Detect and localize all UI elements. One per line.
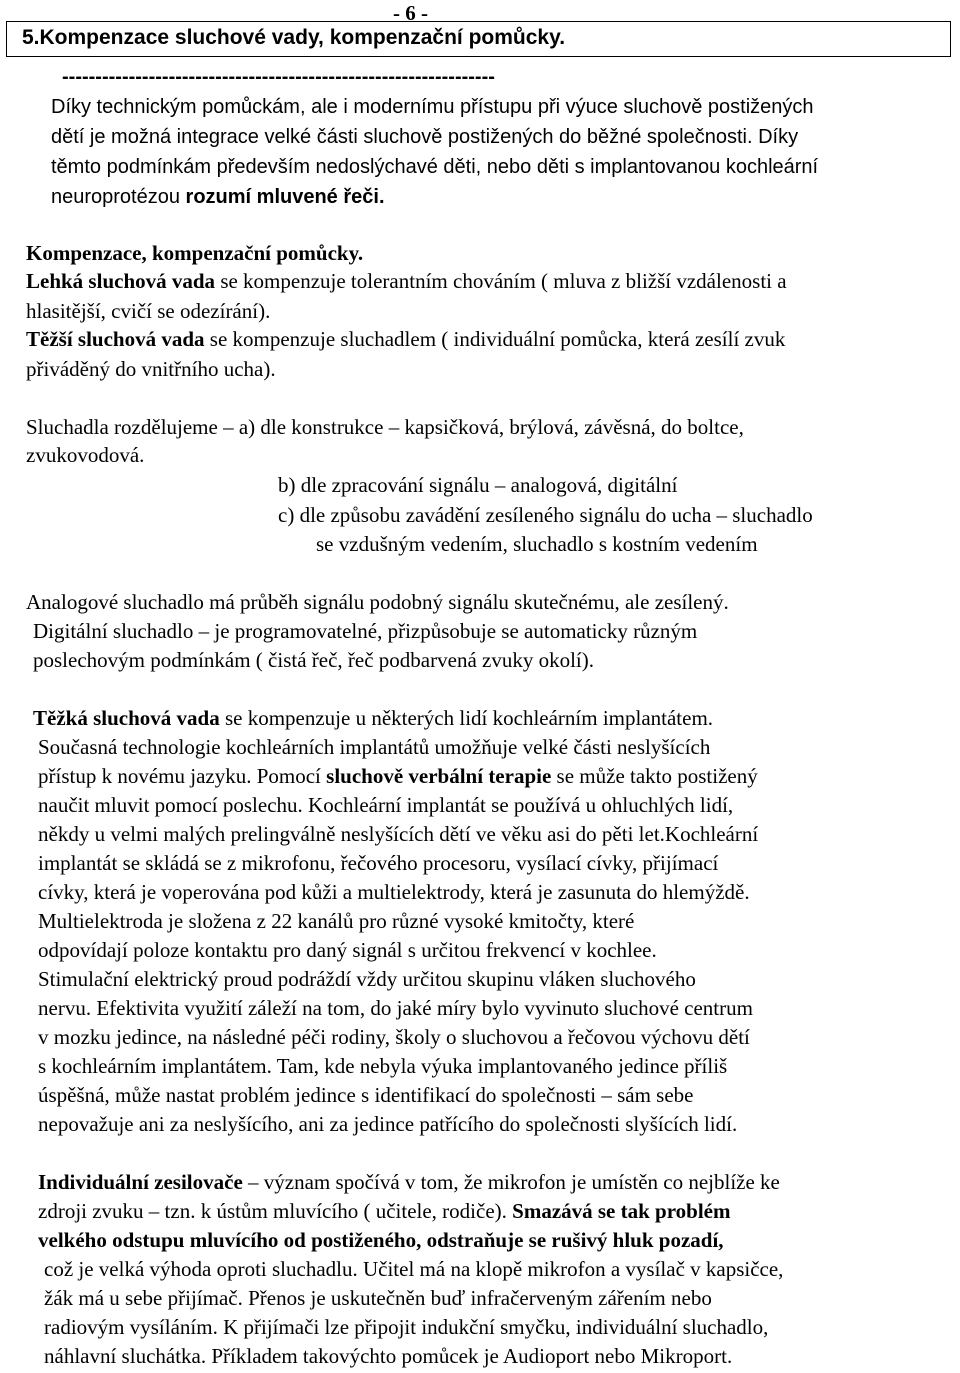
heavier-line-1 [26, 326, 785, 352]
individual-line-5: žák má u sebe přijímač. Přenos je uskutečněn buď infračerveným zářením nebo [44, 1286, 712, 1310]
individual-line-2a: zdroji zvuku – tzn. k ústům mluvícího ( učitele, rodiče). [38, 1199, 513, 1223]
severe-line-11: nervu. Efektivita využití záleží na tom, do jaké míry bylo vyvinuto sluchové centrum [38, 996, 753, 1020]
severe-line-2: Současná technologie kochleárních implantátů umožňuje velké části neslyšících [38, 735, 711, 759]
severe-line-10: Stimulační elektrický proud podráždí vždy určitou skupinu vláken sluchového [38, 967, 696, 991]
division-b: b) dle zpracování signálu – analogová, digitální [278, 473, 678, 497]
division-line-2: zvukovodová. [26, 443, 145, 467]
intro-emphasis: rozumí mluvené řeči. [185, 186, 385, 208]
heavier-line-2: přiváděný do vnitřního ucha). [26, 357, 276, 381]
severe-text: se kompenzuje u některých lidí kochleárním implantátem. [219, 706, 714, 730]
severe-line-13: s kochleárním implantátem. Tam, kde nebyla výuka implantovaného jedince příliš [38, 1054, 728, 1078]
division-c-1: c) dle způsobu zavádění zesíleného signálu do ucha – sluchadlo [278, 503, 813, 527]
individual-line-6: radiovým vysíláním. K přijímači lze připojit indukční smyčku, individuální sluchadlo, [44, 1315, 769, 1339]
individual-line-3: velkého odstupu mluvícího od postiženého, odstraňuje se rušivý hluk pozadí, [38, 1228, 724, 1252]
individual-line-4: což je velká výhoda oproti sluchadlu. Učitel má na klopě mikrofon a vysílač v kapsičce, [44, 1257, 784, 1281]
subheading: Kompenzace, kompenzační pomůcky. [26, 241, 364, 265]
light-line-1 [26, 268, 787, 294]
individual-line-7: náhlavní sluchátka. Příkladem takovýchto pomůcek je Audioport nebo Mikroport. [44, 1344, 733, 1368]
severe-line-3 [38, 763, 758, 789]
separator-line: ----------------------------------------------------------------- [62, 66, 495, 88]
severe-line-12: v mozku jedince, na následné péči rodiny, školy o sluchovou a řečovou výchovu dětí [38, 1025, 750, 1049]
severe-line-9: odpovídají poloze kontaktu pro daný signál s určitou frekvencí v kochlee. [38, 938, 657, 962]
light-bold: Lehká sluchová vada [26, 269, 216, 293]
severe-line-4: naučit mluvit pomocí poslechu. Kochleární implantát se používá u ohluchlých lidí, [38, 793, 734, 817]
individual-line-2 [38, 1198, 731, 1224]
light-text: se kompenzuje tolerantním chováním ( mluva z bližší vzdálenosti a [215, 269, 787, 293]
analog-line: Analogové sluchadlo má průběh signálu podobný signálu skutečnému, ale zesílený. [26, 590, 729, 614]
severe-line-3c: se může takto postižený [551, 764, 758, 788]
intro-line-2: dětí je možná integrace velké části sluchově postižených do běžné společnosti. Díky [51, 126, 799, 148]
severe-line-8: Multielektroda je složena z 22 kanálů pro různé vysoké kmitočty, které [38, 909, 635, 933]
individual-emphasis: Smazává se tak problém [512, 1199, 731, 1223]
individual-text: – význam spočívá v tom, že mikrofon je umístěn co nejblíže ke [242, 1170, 780, 1194]
light-line-2: hlasitější, cvičí se odezírání). [26, 299, 271, 323]
severe-line-6: implantát se skládá se z mikrofonu, řečového procesoru, vysílací cívky, přijímací [38, 851, 719, 875]
division-line-1: Sluchadla rozdělujeme – a) dle konstrukce – kapsičková, brýlová, závěsná, do boltce, [26, 415, 744, 439]
intro-line-4-text: neuroprotézou [51, 186, 180, 208]
section-title-box [6, 21, 951, 57]
severe-line-14: úspěšná, může nastat problém jedince s identifikací do společnosti – sám sebe [38, 1083, 694, 1107]
severe-line-7: cívky, která je voperována pod kůži a multielektrody, která je zasunuta do hlemýždě. [38, 880, 750, 904]
severe-line-3a: přístup k novému jazyku. Pomocí [38, 764, 327, 788]
severe-line-5: někdy u velmi malých prelingválně neslyšících dětí ve věku asi do pěti let.Kochleární [38, 822, 759, 846]
intro-line-3: těmto podmínkám především nedoslýchavé děti, nebo děti s implantovanou kochleární [51, 156, 819, 178]
individual-line-1 [38, 1169, 780, 1195]
page-number: - 6 - [393, 1, 428, 25]
heavier-text: se kompenzuje sluchadlem ( individuální pomůcka, která zesílí zvuk [204, 327, 786, 351]
severe-line-15: nepovažuje ani za neslyšícího, ani za jedince patřícího do společnosti slyšících lidí. [38, 1112, 738, 1136]
section-title: 5.Kompenzace sluchové vady, kompenzační pomůcky. [22, 26, 566, 49]
intro-line-1: Díky technickým pomůckám, ale i modernímu přístupu při výuce sluchově postižených [51, 96, 814, 118]
individual-bold: Individuální zesilovače [38, 1170, 243, 1194]
severe-bold: Těžká sluchová vada [33, 706, 220, 730]
digital-line-2: poslechovým podmínkám ( čistá řeč, řeč podbarvená zvuky okolí). [33, 648, 594, 672]
intro-line-4 [51, 184, 385, 210]
digital-line-1: Digitální sluchadlo – je programovatelné, přizpůsobuje se automaticky různým [33, 619, 698, 643]
heavier-bold: Těžší sluchová vada [26, 327, 205, 351]
severe-emphasis: sluchově verbální terapie [326, 764, 552, 788]
severe-line-1 [33, 705, 713, 731]
division-c-2: se vzdušným vedením, sluchadlo s kostním vedením [316, 532, 758, 556]
